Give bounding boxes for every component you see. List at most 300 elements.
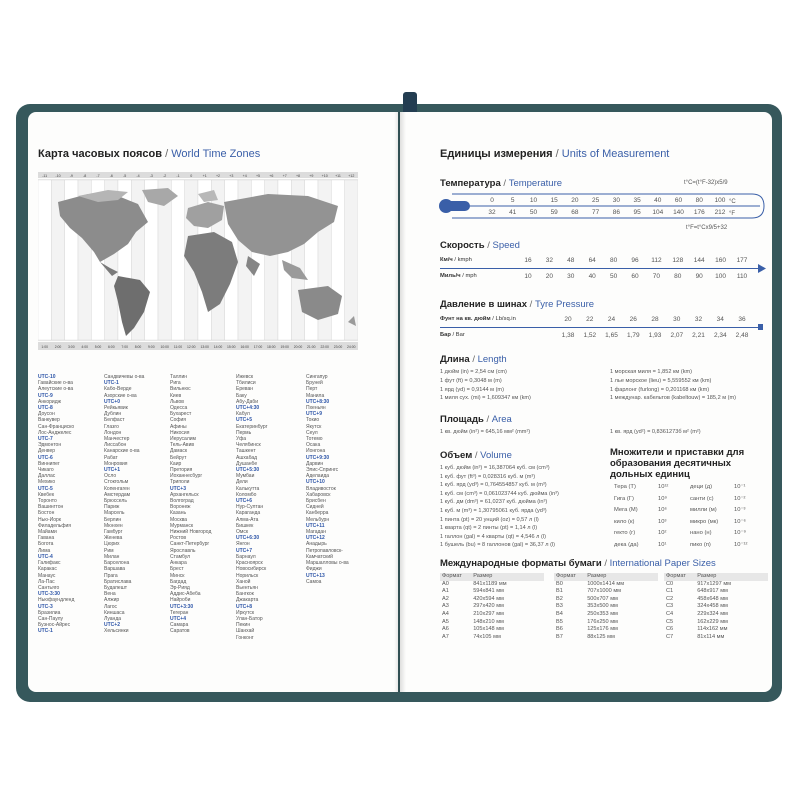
paper-format: A3 [442, 603, 449, 610]
paper-format: B1 [556, 588, 563, 595]
prefix-power: 10⁻¹ [734, 484, 746, 490]
map-zone-band [331, 180, 344, 340]
paper-size: 648x917 мм [697, 588, 728, 595]
prefix-power: 10² [658, 530, 667, 536]
city-name: Чикаго [38, 467, 54, 474]
map-bottom-tick: 14:00 [213, 345, 223, 349]
utc-offset: UTC+13 [306, 572, 325, 579]
utc-offset: UTC-1 [38, 628, 53, 635]
map-bottom-tick: 4:00 [81, 345, 89, 349]
kmph-value: 128 [672, 257, 684, 264]
map-bottom-tick: 13:00 [200, 345, 209, 349]
city-name: Мехико [38, 479, 56, 486]
utc-offset: UTC-7 [38, 436, 53, 443]
city-name: Хабаровск [306, 491, 331, 498]
prefix-row [690, 540, 747, 552]
city-name: Квебек [38, 491, 55, 498]
paper-format: B3 [556, 603, 563, 610]
prefix-power: 10⁻⁹ [734, 530, 746, 536]
city-name: Казань [170, 510, 187, 517]
city-name: Буэнос-Айрес [38, 622, 71, 629]
prefix-row [614, 517, 668, 529]
mph-value: 10 [524, 273, 532, 280]
length-col1 [440, 368, 531, 403]
prefix-name: Гига (Г) [614, 495, 634, 502]
city-name: Иерусалим [170, 436, 196, 443]
city-name: Братислава [104, 578, 132, 585]
utc-offset: UTC-4 [38, 553, 53, 560]
paper-row [554, 588, 658, 596]
city-name: Гавана [38, 535, 55, 542]
city-name: Дели [236, 479, 248, 486]
city-name: Багдад [170, 578, 187, 585]
mph-value: 80 [674, 273, 682, 280]
map-top-tick: -4 [136, 174, 140, 178]
city-name: Анкоридж [38, 398, 61, 405]
city-name: Дублин [104, 411, 122, 418]
city-name: Маршалловы о-ва [306, 560, 349, 567]
map-bottom-tick: 23:00 [333, 345, 343, 349]
fahrenheit-value: 50 [529, 209, 538, 216]
lb-value: 22 [586, 316, 594, 323]
utc-offset: UTC+8:30 [306, 398, 330, 405]
paper-format: C0 [666, 580, 674, 587]
paper-format: B5 [556, 618, 563, 625]
city-name: Рим [104, 547, 114, 554]
paper-format: B6 [556, 626, 563, 633]
city-name: Алма-Ата [236, 516, 259, 523]
utc-offset: UTC+6:30 [236, 535, 260, 542]
paper-size: 81x114 мм [697, 633, 725, 640]
city-name: Претория [170, 467, 193, 474]
city-name: Самара [170, 622, 189, 629]
kmph-label: Км/ч / kmph [440, 257, 472, 263]
city-name: Будапешт [104, 584, 127, 591]
city-name: Манчестер [104, 436, 130, 443]
paper-size: 297x420 мм [473, 603, 504, 610]
map-top-tick: -6 [109, 174, 113, 178]
fahrenheit-value: 41 [509, 209, 517, 216]
paper-format: A5 [442, 618, 449, 625]
city-name: Сеул [306, 429, 318, 436]
length-line: 1 междунар. кабельтов (kabeltouw) = 185,2 м (m) [610, 395, 737, 402]
prefix-name: дека (да) [614, 541, 639, 548]
prefixes-col1 [614, 482, 668, 551]
city-name: Тегеран [170, 609, 189, 616]
utc-offset: UTC+0 [104, 398, 120, 405]
fahrenheit-value: 104 [652, 209, 664, 216]
celsius-value: 35 [633, 197, 641, 204]
city-name: Киев [170, 392, 182, 399]
time-zone-column [236, 374, 300, 641]
city-name: Марсель [104, 510, 125, 517]
map-top-tick: +5 [255, 174, 261, 178]
utc-offset: UTC-10 [38, 374, 56, 380]
city-name: Барнаул [236, 553, 256, 560]
mph-value: 50 [609, 273, 618, 280]
fahrenheit-value: 32 [488, 209, 496, 216]
volume-title: Объем / Volume [440, 450, 512, 461]
city-name: Киншаса [104, 609, 125, 616]
city-name: Москва [170, 516, 188, 523]
city-name: Бейрут [170, 454, 187, 461]
map-bottom-tick: 20:00 [293, 345, 303, 349]
length-line: 1 морская миля = 1,852 км (km) [610, 369, 693, 375]
map-top-tick: +8 [295, 174, 301, 178]
city-name: Саратов [170, 628, 190, 635]
bar-value: 2,34 [713, 332, 727, 339]
city-name: Таллин [170, 374, 187, 380]
city-name: Осака [306, 442, 321, 449]
city-name: Амстердам [104, 491, 131, 498]
paper-format: C3 [666, 603, 674, 610]
volume-line: 1 куб. м (m³) = 1,30795061 куб. ярда (yd³) [440, 507, 547, 514]
city-name: Пермь [236, 429, 252, 436]
paper-format: B0 [556, 580, 563, 587]
paper-size: 176x250 мм [587, 618, 618, 625]
city-name: Ереван [236, 386, 254, 393]
tyre-axis-end [758, 324, 763, 330]
city-name: Лондон [104, 429, 122, 436]
paper-format: A6 [442, 626, 449, 633]
prefix-row [614, 528, 668, 540]
time-zone-column [38, 374, 102, 635]
length-line: 1 фут (ft) = 0,3048 м (m) [440, 377, 502, 384]
world-time-zone-map [38, 172, 358, 350]
paper-format: C2 [666, 595, 674, 602]
city-name: Петропавловск- [306, 547, 343, 554]
city-name: Одесса [170, 405, 188, 412]
city-name: Денвер [38, 448, 56, 455]
map-bottom-tick: 24:00 [347, 345, 356, 349]
map-top-tick: +12 [348, 174, 355, 178]
bar-label: Бар / Bar [440, 332, 465, 338]
city-name: Красноярск [236, 560, 263, 567]
utc-offset: UTC+8 [236, 603, 252, 610]
city-name: Бразилиа [38, 609, 61, 616]
prefixes-col2 [690, 482, 747, 551]
lb-value: 26 [629, 316, 637, 323]
city-name: Филадельфия [38, 522, 71, 529]
kmph-value: 144 [693, 257, 705, 264]
paper-row [554, 596, 658, 604]
length-line: 1 дюйм (in) = 2,54 см (cm) [440, 369, 507, 375]
prefix-row [614, 482, 668, 494]
celsius-value: 80 [695, 197, 703, 204]
utc-offset: UTC+5:30 [236, 467, 260, 474]
utc-offset: UTC+3:30 [170, 603, 194, 610]
paper-row [440, 588, 544, 596]
bar-value: 2,21 [692, 332, 705, 339]
city-name: Ванкувер [38, 417, 60, 424]
mph-value: 70 [652, 273, 660, 280]
prefix-name: Мега (М) [614, 507, 638, 513]
city-name: Осло [104, 473, 117, 480]
volume-line: 1 куб. дм (dm³) = 61,0237 куб. дюйма (in³) [440, 499, 548, 506]
city-name: Лагос [104, 603, 118, 610]
city-name: Екатеринбург [236, 423, 268, 430]
city-name: Стамбул [170, 553, 191, 560]
map-top-tick: +10 [321, 174, 328, 178]
paper-format: A0 [442, 580, 449, 587]
city-name: Коломбо [236, 491, 257, 498]
paper-size: 210x297 мм [473, 610, 504, 617]
city-name: Хельсинки [104, 628, 129, 635]
fahrenheit-value: 176 [693, 209, 705, 216]
notebook-spine [394, 112, 406, 692]
bar-value: 2,07 [670, 332, 684, 339]
paper-size: 162x229 мм [697, 618, 728, 625]
volume-lines [440, 464, 559, 550]
city-name: Майами [38, 529, 57, 536]
city-name: Норильск [236, 572, 259, 579]
prefix-power: 10⁻³ [734, 507, 746, 513]
paper-size: 88x125 мм [587, 633, 615, 640]
city-name: Вашингтон [38, 504, 64, 511]
temperature-title: Температура / Temperature [440, 178, 563, 189]
city-name: Аделаида [306, 473, 330, 480]
utc-offset: UTC+1 [104, 467, 120, 474]
city-name: Воронеж [170, 504, 191, 511]
utc-offset: UTC+4:30 [236, 405, 260, 412]
utc-offset: UTC-9 [38, 392, 53, 399]
city-name: Лима [38, 547, 51, 554]
paper-format: C4 [666, 610, 674, 617]
map-top-tick: +1 [202, 174, 207, 178]
area-line2: 1 кв. ярд (yd²) = 0,8361273б м² (m²) [610, 429, 701, 435]
city-name: Мюнхен [104, 522, 123, 529]
city-name: Мельбурн [306, 516, 330, 523]
mph-value: 40 [588, 273, 596, 280]
city-name: Вьентьян [236, 584, 258, 591]
paper-row [440, 634, 544, 642]
utc-offset: UTC-5 [38, 485, 53, 492]
utc-offset: UTC+9:30 [306, 454, 330, 461]
map-bottom-tick: 9:00 [147, 345, 155, 349]
map-top-tick: +6 [269, 174, 274, 178]
city-name: Стокгольм [104, 479, 129, 486]
mph-value: 30 [567, 273, 575, 280]
fahrenheit-value: 86 [612, 209, 620, 216]
paper-row [664, 596, 768, 604]
paper-size: 324x458 мм [697, 603, 728, 610]
city-name: Париж [104, 504, 120, 511]
celsius-value: 5 [510, 197, 515, 204]
prefix-power: 10⁶ [658, 507, 667, 513]
city-name: Ижевск [236, 374, 254, 380]
paper-format: C5 [666, 618, 674, 625]
paper-row [554, 619, 658, 627]
bar-value: 1,38 [561, 332, 575, 339]
paper-format: A2 [442, 595, 449, 602]
map-top-tick: +7 [282, 174, 287, 178]
left-page [28, 112, 398, 692]
city-name: Камчатский [306, 553, 333, 560]
city-name: Самоа [306, 578, 322, 585]
map-top-tick: -2 [163, 174, 167, 178]
prefix-power: 10⁻⁶ [734, 518, 746, 525]
city-name: Галифакс [38, 560, 61, 567]
utc-offset: UTC+11 [306, 522, 325, 529]
prefix-row [690, 482, 747, 494]
utc-offset: UTC+12 [306, 535, 325, 542]
paper-size: 250x353 мм [587, 610, 618, 617]
celsius-value: 60 [674, 197, 683, 204]
city-name: Пекин [236, 622, 251, 629]
city-name: Баку [236, 392, 247, 399]
city-name: Ташкент [236, 448, 256, 455]
paper-row [554, 634, 658, 642]
paper-row [440, 581, 544, 589]
paper-size-header: Размер [695, 573, 768, 581]
city-name: Абу-Даби [236, 398, 259, 405]
paper-row [554, 626, 658, 634]
city-name: Белфаст [104, 417, 125, 424]
map-bottom-tick: 8:00 [134, 345, 142, 349]
mph-value: 110 [736, 273, 748, 280]
celsius-value: 20 [571, 197, 579, 204]
lb-value: 34 [716, 316, 724, 323]
length-line: 1 миля сух. (mi) = 1,609347 км (km) [440, 395, 531, 402]
prefix-power: 10¹² [658, 484, 669, 490]
city-name: Сингапур [306, 374, 328, 380]
mph-label: Миль/ч / mph [440, 273, 477, 279]
city-name: Иркутск [236, 609, 255, 616]
city-name: Эдмонтон [38, 442, 62, 449]
paper-format: A1 [442, 588, 449, 595]
mph-value: 60 [631, 273, 639, 280]
city-name: Архангельск [170, 491, 199, 498]
paper-row [440, 626, 544, 634]
city-name: Улан-Батор [236, 615, 263, 622]
fahrenheit-value: 140 [673, 209, 684, 216]
map-top-tick: -7 [96, 174, 100, 178]
units-title: Единицы измерения / Units of Measurement [440, 148, 670, 160]
paper-format: A7 [442, 633, 449, 640]
paper-table-c [664, 573, 768, 641]
city-name: Новосибирск [236, 566, 267, 573]
city-name: Ла-Пас [38, 578, 55, 585]
utc-offset: UTC+10 [306, 479, 325, 486]
city-name: Вильнюс [170, 386, 191, 393]
kmph-value: 48 [567, 257, 575, 264]
paper-row [664, 581, 768, 589]
city-name: Нью-Йорк [38, 516, 61, 523]
city-name: Тотемо [306, 436, 323, 443]
city-name: Дамаск [170, 448, 188, 455]
paper-size: 420x594 мм [473, 595, 504, 602]
lb-value: 36 [738, 316, 746, 323]
city-name: Минск [170, 572, 185, 579]
prefix-name: милли (м) [690, 507, 717, 513]
paper-format: C7 [666, 633, 674, 640]
kmph-value: 96 [631, 257, 639, 264]
city-name: Мурманск [170, 522, 194, 529]
city-name: Манаус [38, 572, 56, 579]
paper-format-header: Формат [440, 573, 471, 581]
city-name: Алеутские о-ва [38, 386, 74, 393]
city-name: Найроби [170, 597, 191, 604]
mph-value: 20 [545, 273, 553, 280]
city-name: Санкт-Петербург [170, 541, 210, 548]
fahrenheit-value: 68 [571, 209, 579, 216]
paper-size-header: Размер [471, 573, 544, 581]
celsius-value: 25 [591, 197, 600, 204]
speed-title: Скорость / Speed [440, 240, 520, 251]
utc-offset: UTC+4 [170, 615, 186, 622]
map-bottom-tick: 3:00 [67, 345, 75, 349]
paper-row [664, 603, 768, 611]
lb-label: Фунт на кв. дюйм / Lb/sq.in [440, 316, 516, 322]
right-page [400, 112, 772, 692]
city-name: Брюссель [104, 498, 127, 505]
paper-row [664, 626, 768, 634]
map-bottom-tick: 21:00 [307, 345, 316, 349]
map-bottom-tick: 1:00 [41, 345, 49, 349]
celsius-value: 15 [550, 197, 558, 204]
city-name: Сидней [306, 504, 324, 511]
map-top-tick: 0 [190, 174, 193, 178]
utc-offset: UTC+7 [236, 547, 252, 554]
map-bottom-tick: 17:00 [253, 345, 263, 349]
fahrenheit-value: 212 [714, 209, 726, 216]
time-zones-title: Карта часовых поясов / World Time Zones [38, 148, 261, 160]
city-name: Омск [236, 529, 249, 536]
time-zone-column [104, 374, 168, 635]
kmph-value: 112 [651, 257, 662, 264]
city-name: Ярославль [170, 547, 196, 554]
map-top-tick: +11 [335, 174, 341, 178]
utc-offset: UTC+9 [306, 411, 322, 418]
map-zone-band [38, 180, 51, 340]
map-bottom-tick: 18:00 [267, 345, 276, 349]
city-name: Каракас [38, 566, 57, 573]
paper-size-header: Размер [585, 573, 658, 581]
paper-size: 841x1189 мм [473, 580, 507, 587]
city-name: Доусон [38, 411, 55, 418]
city-name: Триполи [170, 479, 190, 486]
city-name: Ионгона [306, 448, 326, 455]
volume-line: 1 галлон (gal) = 4 кварты (qt) = 4,546 л (l) [440, 533, 546, 540]
fahrenheit-value: 95 [633, 209, 641, 216]
city-name: Вена [104, 591, 116, 598]
lb-value: 24 [607, 316, 616, 323]
mph-value: 100 [715, 273, 727, 280]
world-map-graphic [38, 172, 358, 350]
celsius-value: 30 [612, 197, 620, 204]
city-name: Фиджи [306, 566, 322, 573]
lb-value: 32 [694, 316, 703, 323]
city-name: Сан-Франциско [38, 423, 75, 430]
city-name: Афины [170, 423, 187, 430]
map-bottom-tick: 15:00 [227, 345, 236, 349]
map-top-tick: -1 [176, 174, 180, 178]
prefixes-title: Множители и приставки для образования десятичных дольных единиц [610, 447, 745, 480]
map-top-tick: -9 [69, 174, 73, 178]
map-top-tick: +4 [242, 174, 247, 178]
paper-sizes-title: Международные форматы бумаги / International Paper Sizes [440, 558, 716, 569]
prefix-row [690, 494, 747, 506]
speed-arrow-icon [758, 264, 766, 273]
fahrenheit-unit: °F [729, 211, 736, 217]
city-name: Лос-Анджелес [38, 429, 72, 436]
city-name: Сан-Паулу [38, 615, 63, 622]
paper-format: C6 [666, 626, 674, 633]
prefix-name: санти (с) [690, 495, 714, 502]
city-name: Алжир [104, 597, 120, 604]
city-name: Глазго [104, 423, 119, 430]
city-name: Бухарест [170, 411, 192, 418]
